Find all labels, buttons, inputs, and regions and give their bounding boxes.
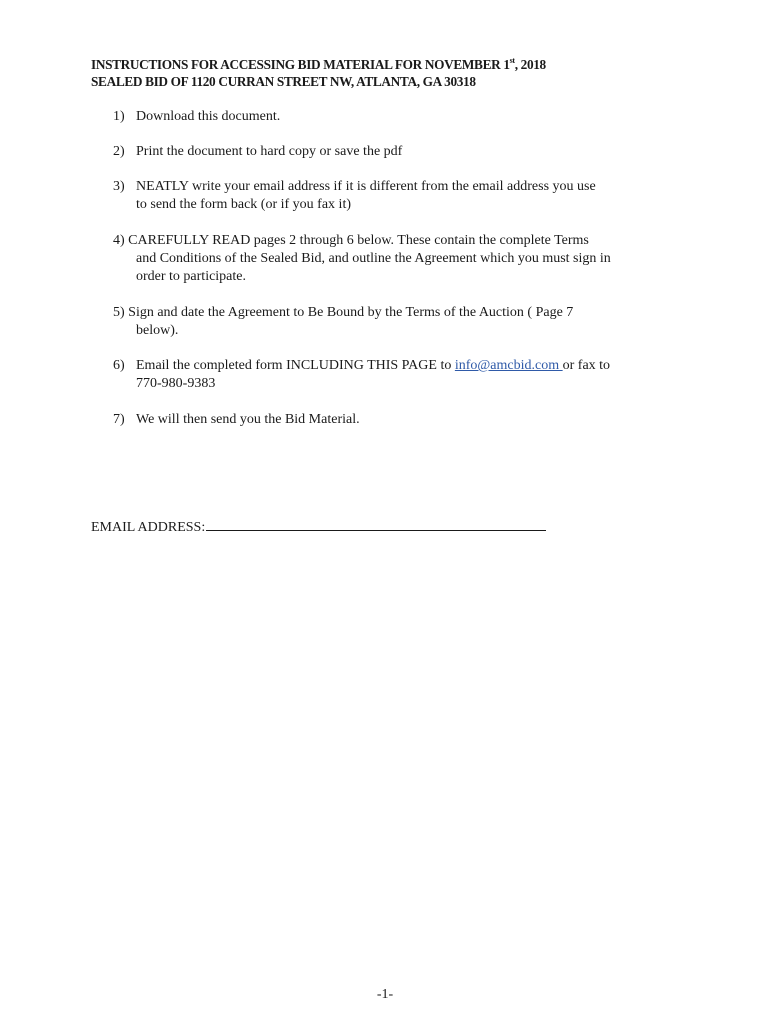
email-link[interactable]: info@amcbid.com [454,358,563,373]
title-line-2: SEALED BID OF 1120 CURRAN STREET NW, ATLANTA, GA 30318 [91,74,476,89]
title-line-1-year: , 2018 [514,57,546,72]
step-number: 2) [113,144,125,159]
instruction-step-1 [113,108,673,126]
instruction-step-3 [113,178,673,214]
instruction-step-7 [113,411,673,429]
instruction-step-6 [113,357,673,393]
step-number: 7) [113,412,125,427]
step-text-line: below). [136,323,179,338]
step-text: We will then send you the Bid Material. [136,412,360,427]
email-address-label: EMAIL ADDRESS: [91,520,206,535]
step-text-line: NEATLY write your email address if it is different from the email address you use [136,179,596,194]
title-line-1 [91,56,731,73]
step-text: Email the completed form INCLUDING THIS PAGE to [136,358,455,373]
step-text-line: and Conditions of the Sealed Bid, and outline the Agreement which you must sign in [136,251,611,266]
step-number: 5) [113,305,125,320]
step-text: Sign and date the Agreement to Be Bound by the Terms of the Auction ( Page 7 [128,305,574,320]
step-text: Download this document. [136,109,281,124]
page-number: -1- [376,987,394,1002]
instruction-step-2 [113,143,673,161]
step-text: CAREFULLY READ pages 2 through 6 below. These contain the complete Terms [128,233,589,248]
email-address-field [91,517,546,537]
step-number: 4) [113,233,125,248]
step-text: Print the document to hard copy or save the pdf [136,144,403,159]
step-number: 1) [113,109,125,124]
title-line-1-text: INSTRUCTIONS FOR ACCESSING BID MATERIAL FOR NOVEMBER 1 [91,57,510,72]
step-text-line: order to participate. [136,269,247,284]
step-text: or fax to [562,358,611,373]
step-number: 6) [113,358,125,373]
step-number: 3) [113,179,125,194]
step-text-line: to send the form back (or if you fax it) [136,197,351,212]
instruction-step-4 [113,232,673,286]
title-ordinal-suffix: st [509,55,515,65]
step-text-line [113,304,673,322]
step-text-line [113,357,673,375]
instruction-step-5 [113,304,673,340]
step-text-line [113,232,673,250]
fax-number: 770-980-9383 [136,376,216,391]
document-title [91,56,731,90]
email-address-blank-line[interactable] [206,517,546,531]
